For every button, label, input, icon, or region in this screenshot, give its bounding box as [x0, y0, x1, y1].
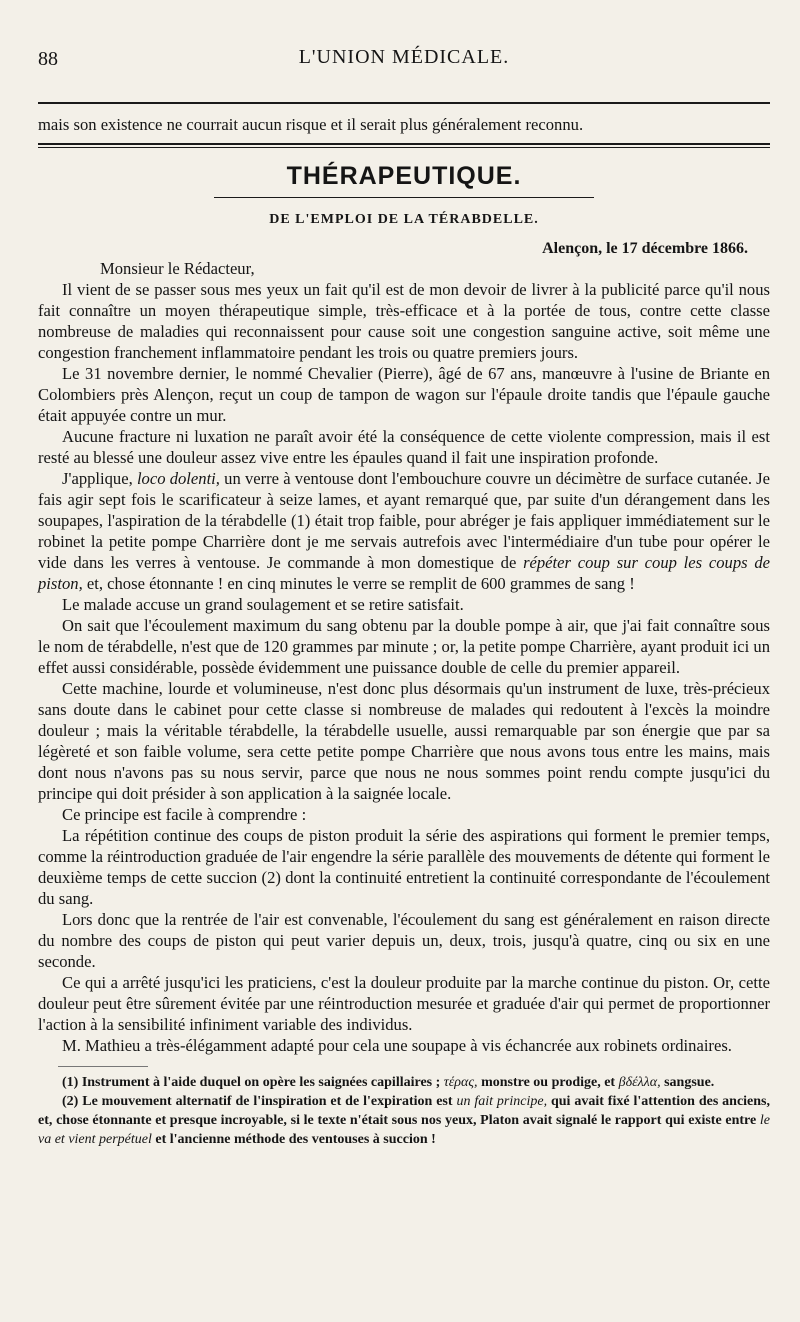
paragraph: Ce qui a arrêté jusqu'ici les praticiens, c'est la douleur produite par la marche continue du piston. Or, cette douleur peut être sûrement évitée par une réintroduction mesurée et graduée d'air qui permet de proportionner l'action à la sensibilité infiniment variable des individus.	[38, 973, 770, 1034]
page-number: 88	[38, 48, 58, 70]
footnote-1	[38, 1073, 770, 1092]
paragraph: Aucune fracture ni luxation ne paraît avoir été la conséquence de cette violente compression, mais il est resté au blessé une douleur assez vive entre les épaules quand il fait une inspiration profonde.	[38, 427, 770, 467]
footnotes	[38, 1073, 770, 1149]
text-run: (1) Instrument à l'aide duquel on opère les saignées capillaires ;	[62, 1075, 441, 1090]
text-run: J'applique,	[62, 469, 133, 488]
paragraph: Le 31 novembre dernier, le nommé Chevalier (Pierre), âgé de 67 ans, manœuvre à l'usine de Briante en Colombiers près Alençon, reçut un coup de tampon de wagon sur l'épaule droite tandis que l'épaule gauche était appuyée contre un mur.	[38, 364, 770, 425]
carryover-paragraph: mais son existence ne courrait aucun risque et il serait plus généralement reconnu.	[38, 115, 584, 134]
section-divider-thin	[38, 147, 770, 148]
article-body	[38, 258, 770, 1056]
text-run: sangsue.	[664, 1075, 715, 1090]
carryover-text	[38, 114, 770, 135]
text-run: (2) Le mouvement alternatif de l'inspiration et de l'expiration est	[62, 1094, 453, 1109]
paragraph	[38, 468, 770, 594]
text-run: et l'ancienne méthode des ventouses à succion !	[155, 1132, 436, 1147]
page-header	[38, 40, 770, 74]
paragraph: Le malade accuse un grand soulagement et se retire satisfait.	[62, 595, 464, 614]
paragraph: Cette machine, lourde et volumineuse, n'est donc plus désormais qu'un instrument de luxe, très-précieux sans doute dans le cabinet pour cette classe si nombreuse de malades qui redoutent à l'excès la moindre douleur ; mais la véritable térabdelle, la térabdelle usuelle, aussi remarquable par son énergie que par sa légèreté et son faible volume, sera cette petite pompe Charrière que nous avons tous entre les mains, mais dont nous n'avons pas su nous servir, parce que nous ne nous sommes point rendu compte jusqu'ici du principe qui doit présider à son application à la saignée locale.	[38, 679, 770, 803]
paragraph: M. Mathieu a très-élégamment adapté pour cela une soupape à vis échancrée aux robinets ordinaires.	[62, 1036, 732, 1055]
journal-title: L'UNION MÉDICALE.	[298, 46, 510, 68]
paragraph: Ce principe est facile à comprendre :	[62, 805, 307, 824]
italic-run: répéter coup sur coup les coups de piston,	[38, 553, 770, 593]
italic-run: loco dolenti,	[136, 469, 220, 488]
paragraph: On sait que l'écoulement maximum du sang obtenu par la double pompe à air, que j'ai fait connaître sous le nom de térabdelle, n'est que de 120 grammes par minute ; or, la petite pompe Charrière, ayant produit ici un effet aussi considérable, possède évidemment une puissance double de celle du premier appareil.	[38, 616, 770, 677]
title-rule	[214, 197, 594, 198]
italic-run: un fait principe,	[456, 1094, 548, 1109]
text-run: un verre à ventouse dont l'embouchure couvre un décimètre de surface cutanée. Je fais agir sept fois le scarificateur à seize lames, et ayant remarqué que, par suite d'un dérangement dans les soupapes, l'aspiration de la térabdelle (1) était trop faible, pour abréger je fais appliquer immédiatement sur le robinet la petite pompe Charrière dont je me servais autrefois avec l'intermédiaire d'un tube pour opérer le vide dans les verres à ventouse. Je commande à mon domestique de	[38, 469, 770, 572]
paragraph: Lors donc que la rentrée de l'air est convenable, l'écoulement du sang est généralement en raison directe du nombre des coups de piston qui peut varier depuis un, deux, trois, jusqu'à quatre, cinq ou six en une seconde.	[38, 910, 770, 971]
paragraph: Il vient de se passer sous mes yeux un fait qu'il est de mon devoir de livrer à la publicité parce qu'il nous fait connaître un moyen thérapeutique simple, très-efficace et à la portée de tous, contre cette classe nombreuse de maladies qui reconnaissent pour cause soit une congestion sanguine active, soit même une congestion franchement inflammatoire pendant les trois ou quatre premiers jours.	[38, 280, 770, 362]
footnote-2	[38, 1092, 770, 1149]
greek-word: τέρας,	[443, 1075, 478, 1090]
italic-run: le va et vient perpétuel	[38, 1113, 771, 1147]
footnote-separator	[58, 1066, 148, 1067]
text-run: monstre ou prodige, et	[481, 1075, 616, 1090]
article-title: DE L'EMPLOI DE LA TÉRABDELLE.	[269, 212, 539, 227]
dateline: Alençon, le 17 décembre 1866.	[542, 240, 748, 257]
greek-word: βδέλλα,	[618, 1075, 661, 1090]
section-title: THÉRAPEUTIQUE.	[286, 162, 522, 190]
text-run: et, chose étonnante ! en cinq minutes le verre se remplit de 600 grammes de sang !	[86, 574, 635, 593]
header-rule	[38, 102, 770, 104]
salutation: Monsieur le Rédacteur,	[100, 259, 255, 278]
paragraph: La répétition continue des coups de piston produit la série des aspirations qui forment le premier temps, comme la réintroduction graduée de l'air engendre la série parallèle des mouvements de détente qui forment le deuxième temps de cette succion (2) dont la continuité entretient la continuité correspondante de l'écoulement du sang.	[38, 826, 770, 908]
text-run: qui avait fixé l'attention des anciens, et, chose étonnante et presque incroyable, si le texte n'était sous nos yeux, Platon avait signalé le rapport qui existe entre	[38, 1094, 771, 1128]
section-divider	[38, 143, 770, 145]
